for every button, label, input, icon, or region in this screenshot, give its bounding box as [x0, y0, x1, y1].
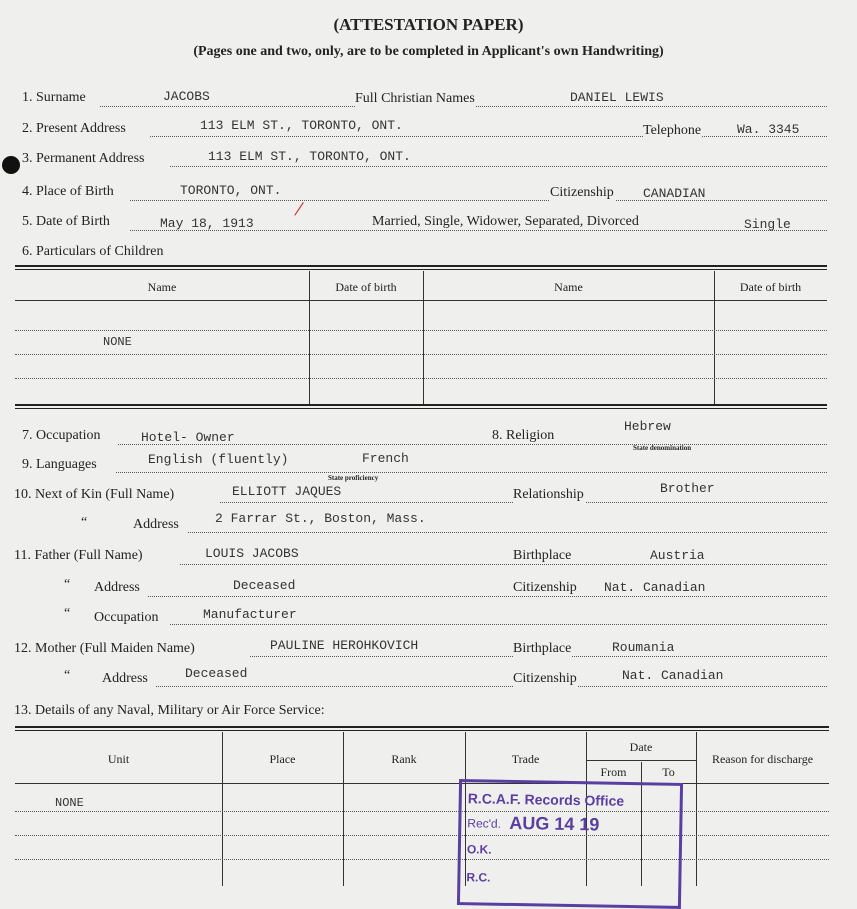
kin-address-label: Address [133, 517, 179, 532]
children-header-dob-2: Date of birth [739, 280, 802, 294]
ditto-mark: “ [64, 606, 71, 621]
service-header-to: To [662, 765, 675, 779]
mother-citizenship-value: Nat. Canadian [622, 668, 724, 683]
service-header-reason: Reason for discharge [711, 752, 814, 766]
table-border [15, 265, 827, 270]
father-value: LOUIS JACOBS [205, 546, 299, 561]
christian-names-label: Full Christian Names [355, 91, 475, 106]
father-label: 11. Father (Full Name) [14, 548, 143, 563]
dotted-line [148, 596, 827, 597]
service-header-trade: Trade [511, 752, 540, 766]
father-occupation-value: Manufacturer [203, 607, 297, 622]
telephone-label: Telephone [643, 123, 702, 138]
religion-value: Hebrew [624, 419, 671, 434]
service-entry: NONE [55, 796, 84, 810]
languages-value-2: French [362, 451, 409, 466]
stamp-date: AUG 14 19 [509, 812, 600, 835]
present-address-value: 113 ELM ST., TORONTO, ONT. [200, 118, 403, 133]
service-label: 13. Details of any Naval, Military or Air Force Service: [14, 703, 325, 718]
father-address-label: Address [94, 580, 140, 595]
mother-address-value: Deceased [185, 666, 248, 681]
dotted-line [188, 532, 827, 533]
ditto-mark: “ [81, 515, 88, 530]
children-header-dob: Date of birth [335, 280, 397, 294]
father-birthplace-label: Birthplace [513, 548, 572, 563]
children-header-name: Name [147, 280, 177, 294]
surname-value: JACOBS [163, 89, 210, 104]
place-of-birth-value: TORONTO, ONT. [180, 183, 282, 198]
father-address-value: Deceased [233, 578, 296, 593]
date-of-birth-value: May 18, 1913 [160, 216, 254, 231]
father-citizenship-value: Nat. Canadian [604, 580, 706, 595]
next-of-kin-label: 10. Next of Kin (Full Name) [14, 487, 175, 502]
table-row [15, 354, 827, 355]
service-header-rank: Rank [391, 752, 417, 766]
relationship-label: Relationship [513, 487, 584, 502]
children-label: 6. Particulars of Children [22, 244, 164, 259]
stamp-office: R.C.A.F. Records Office [467, 790, 625, 809]
religion-hint: State denomination [633, 444, 692, 452]
languages-label: 9. Languages [22, 457, 97, 472]
father-citizenship-label: Citizenship [513, 580, 577, 595]
date-subheader-line [586, 760, 696, 761]
dotted-line [170, 624, 827, 625]
father-birthplace-value: Austria [650, 548, 705, 563]
service-header-unit: Unit [107, 752, 130, 766]
occupation-value: Hotel- Owner [141, 430, 235, 445]
form-subtitle: (Pages one and two, only, are to be completed in Applicant's own Handwriting) [193, 44, 664, 59]
permanent-address-value: 113 ELM ST., TORONTO, ONT. [208, 149, 411, 164]
service-header-date: Date [629, 740, 653, 754]
table-row [15, 378, 827, 379]
occupation-label: 7. Occupation [22, 428, 101, 443]
languages-value: English (fluently) [148, 452, 289, 467]
dotted-line [130, 200, 827, 201]
stamp-recd: Rec'd. [467, 816, 502, 831]
table-border [15, 404, 827, 409]
table-header-line [15, 300, 827, 301]
dotted-line [150, 136, 827, 137]
present-address-label: 2. Present Address [22, 121, 126, 136]
table-row [15, 811, 829, 812]
dotted-line [116, 472, 827, 473]
date-of-birth-label: 5. Date of Birth [22, 214, 110, 229]
service-header-place: Place [269, 752, 296, 766]
red-check-mark: / [292, 195, 306, 222]
mother-address-label: Address [102, 671, 148, 686]
mother-label: 12. Mother (Full Maiden Name) [14, 641, 195, 656]
dotted-line [156, 686, 827, 687]
ditto-mark: “ [64, 668, 71, 683]
table-row [15, 330, 827, 331]
permanent-address-label: 3. Permanent Address [22, 151, 145, 166]
religion-label: 8. Religion [492, 428, 555, 443]
marital-options: Married, Single, Widower, Separated, Divorced [372, 214, 639, 229]
surname-label: 1. Surname [22, 90, 86, 105]
telephone-value: Wa. 3345 [737, 122, 800, 137]
table-header-line [15, 783, 829, 784]
place-of-birth-label: 4. Place of Birth [22, 184, 114, 199]
kin-address-value: 2 Farrar St., Boston, Mass. [215, 511, 426, 526]
citizenship-value: CANADIAN [643, 186, 706, 201]
marital-status-value: Single [744, 217, 791, 232]
relationship-value: Brother [660, 481, 715, 496]
ditto-mark: “ [64, 577, 71, 592]
stamp-ok: O.K. [466, 842, 492, 857]
table-row [15, 835, 829, 836]
children-entry: NONE [103, 335, 132, 349]
punch-hole [2, 156, 20, 174]
mother-birthplace-value: Roumania [612, 640, 675, 655]
languages-hint: State proficiency [328, 474, 379, 482]
service-header-from: From [600, 765, 627, 779]
table-border [15, 726, 829, 731]
dotted-line [170, 166, 827, 167]
mother-value: PAULINE HEROHKOVICH [270, 638, 419, 653]
next-of-kin-value: ELLIOTT JAQUES [232, 484, 342, 499]
citizenship-label: Citizenship [550, 185, 614, 200]
dotted-line [180, 564, 827, 565]
records-office-stamp [457, 779, 683, 909]
christian-names-value: DANIEL LEWIS [570, 90, 664, 105]
table-row [15, 859, 829, 860]
mother-birthplace-label: Birthplace [513, 641, 572, 656]
mother-citizenship-label: Citizenship [513, 671, 577, 686]
children-header-name-2: Name [554, 280, 583, 294]
father-occupation-label: Occupation [94, 610, 159, 625]
stamp-rc: R.C. [466, 870, 491, 885]
form-title: (ATTESTATION PAPER) [333, 15, 524, 34]
